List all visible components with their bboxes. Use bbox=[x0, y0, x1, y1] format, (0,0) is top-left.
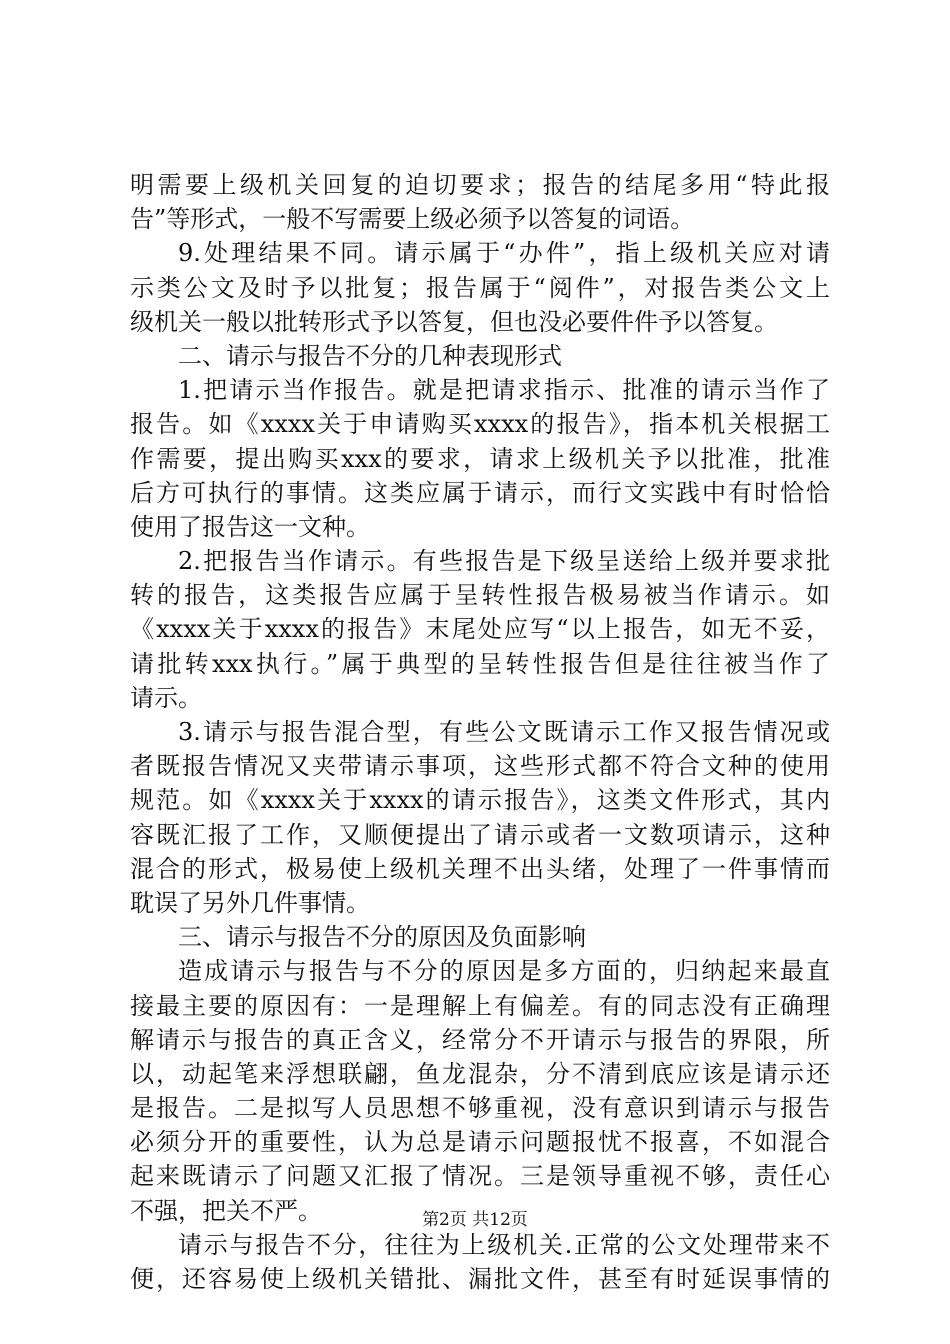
text-line: 9.处理结果不同。请示属于“办件”，指上级机关应对请 bbox=[178, 239, 830, 268]
text-line: 接最主要的原因有：一是理解上有偏差。有的同志没有正确理 bbox=[130, 991, 830, 1020]
page-number-footer: 第2页 共12页 bbox=[422, 1210, 528, 1230]
text-line: 起来既请示了问题又汇报了情况。三是领导重视不够，责任心 bbox=[130, 1162, 830, 1191]
text-line: 2.把报告当作请示。有些报告是下级呈送给上级并要求批 bbox=[178, 547, 830, 576]
text-line: 不强，把关不严。 bbox=[130, 1196, 322, 1225]
text-line: 二、请示与报告不分的几种表现形式 bbox=[178, 341, 562, 370]
text-line: 三、请示与报告不分的原因及负面影响 bbox=[178, 923, 586, 952]
text-line: 《xxxx关于xxxx的报告》末尾处应写“以上报告，如无不妥， bbox=[130, 615, 830, 644]
text-line: 容既汇报了工作，又顺便提出了请示或者一文数项请示，这种 bbox=[130, 820, 830, 849]
text-line: 混合的形式，极易使上级机关理不出头绪，处理了一件事情而 bbox=[130, 854, 830, 883]
text-line: 造成请示与报告与不分的原因是多方面的，归纳起来最直 bbox=[178, 957, 830, 986]
text-line: 示类公文及时予以批复；报告属于“阅件”，对报告类公文上 bbox=[130, 273, 830, 302]
text-line: 以，动起笔来浮想联翩，鱼龙混杂，分不清到底应该是请示还 bbox=[130, 1059, 830, 1088]
text-line: 是报告。二是拟写人员思想不够重视，没有意识到请示与报告 bbox=[130, 1094, 830, 1123]
text-line: 明需要上级机关回复的迫切要求；报告的结尾多用“特此报 bbox=[130, 171, 830, 199]
document-body bbox=[130, 168, 830, 1296]
text-line: 使用了报告这一文种。 bbox=[130, 512, 370, 541]
text-line: 请批转xxx执行。”属于典型的呈转性报告但是往往被当作了 bbox=[130, 649, 830, 678]
text-line: 请示与报告不分，往往为上级机关.正常的公文处理带来不 bbox=[178, 1230, 830, 1259]
text-line: 3.请示与报告混合型，有些公文既请示工作又报告情况或 bbox=[178, 718, 830, 746]
text-line: 解请示与报告的真正含义，经常分不开请示与报告的界限，所 bbox=[130, 1025, 830, 1054]
text-line: 请示。 bbox=[130, 683, 202, 712]
text-line: 作需要，提出购买xxx的要求，请求上级机关予以批准，批准 bbox=[130, 444, 830, 473]
text-line: 耽误了另外几件事情。 bbox=[130, 888, 370, 917]
text-line: 规范。如《xxxx关于xxxx的请示报告》，这类文件形式，其内 bbox=[130, 786, 830, 815]
text-line: 1.把请示当作报告。就是把请求指示、批准的请示当作了 bbox=[178, 376, 830, 405]
text-line: 转的报告，这类报告应属于呈转性报告极易被当作请示。如 bbox=[130, 581, 830, 610]
text-line: 级机关一般以批转形式予以答复，但也没必要件件予以答复。 bbox=[130, 307, 778, 336]
text-line: 报告。如《xxxx关于申请购买xxxx的报告》，指本机关根据工 bbox=[130, 410, 830, 439]
text-line: 后方可执行的事情。这类应属于请示，而行文实践中有时恰恰 bbox=[130, 478, 830, 507]
text-line: 便，还容易使上级机关错批、漏批文件，甚至有时延误事情的 bbox=[130, 1265, 830, 1293]
text-line: 者既报告情况又夹带请示事项，这些形式都不符合文种的使用 bbox=[130, 752, 830, 781]
text-line: 告”等形式，一般不写需要上级必须予以答复的词语。 bbox=[130, 205, 695, 234]
text-line: 必须分开的重要性，认为总是请示问题报忧不报喜，不如混合 bbox=[130, 1128, 830, 1157]
